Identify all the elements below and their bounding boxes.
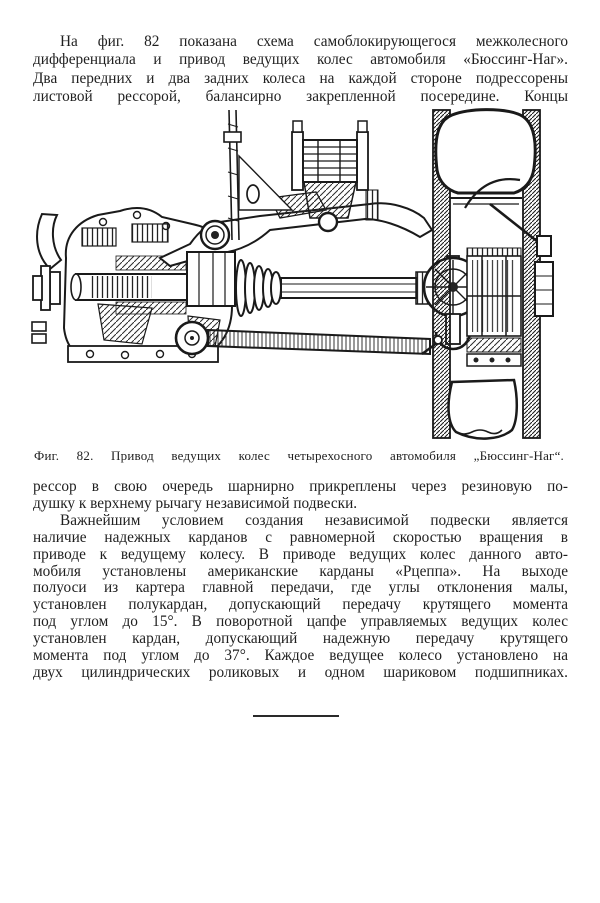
cv-boot xyxy=(236,260,281,316)
figure-82 xyxy=(20,106,580,444)
text-line: полуоси из картера главной передачи, где углы отклонения малы, xyxy=(33,579,568,597)
text-line: душку к верхнему рычагу независимой подвески. xyxy=(33,494,358,512)
paragraph-body xyxy=(33,479,568,682)
text-line: Важнейшим условием создания независимой подвески является xyxy=(60,511,568,529)
text-line: наличие надежных карданов с равномерной скоростью вращения в xyxy=(33,528,568,546)
text-line: мобиля установлены американские карданы «Рцеппа». На выходе xyxy=(33,562,568,580)
text-line: момента под углом до 37°. Каждое ведущее колесо установлено на xyxy=(33,647,568,665)
text-line: На фиг. 82 показана схема самоблокирующегося межколесного xyxy=(60,33,568,50)
figure-82-illustration xyxy=(20,106,580,444)
hub-cap xyxy=(537,236,551,256)
paragraph-intro xyxy=(33,33,568,107)
text-line: приводе к ведущему колесу. В приводе ведущих колес данного авто- xyxy=(33,545,568,563)
text-line: под углом до 15°. В поворотной цапфе управляемых ведущих колес xyxy=(33,613,568,631)
text-line: установлен кардан, допускающий надежную передачу крутящего xyxy=(33,630,568,648)
text-line: установлен полукардан, допускающий передачу крутящего момента xyxy=(33,596,568,614)
figure-caption: Фиг. 82. Привод ведущих колес четырехосного автомобиля „Бюссинг-Наг“. xyxy=(34,448,564,463)
text-line: рессор в свою очередь шарнирно прикреплены через резиновую по- xyxy=(33,478,568,495)
text-line: листовой рессорой, балансирно закрепленной посередине. Концы xyxy=(33,88,568,106)
text-line: Два передних и два задних колеса на каждой стороне подрессорены xyxy=(33,69,568,87)
section-end-rule xyxy=(253,715,339,717)
text-line: дифференциала и привод ведущих колес автомобиля «Бюссинг-Наг». xyxy=(33,51,568,69)
drive-shaft xyxy=(187,252,432,316)
text-line: двух цилиндрических роликовых и одном шариковом подшипниках. xyxy=(33,663,568,681)
tire-top-section xyxy=(436,110,535,193)
